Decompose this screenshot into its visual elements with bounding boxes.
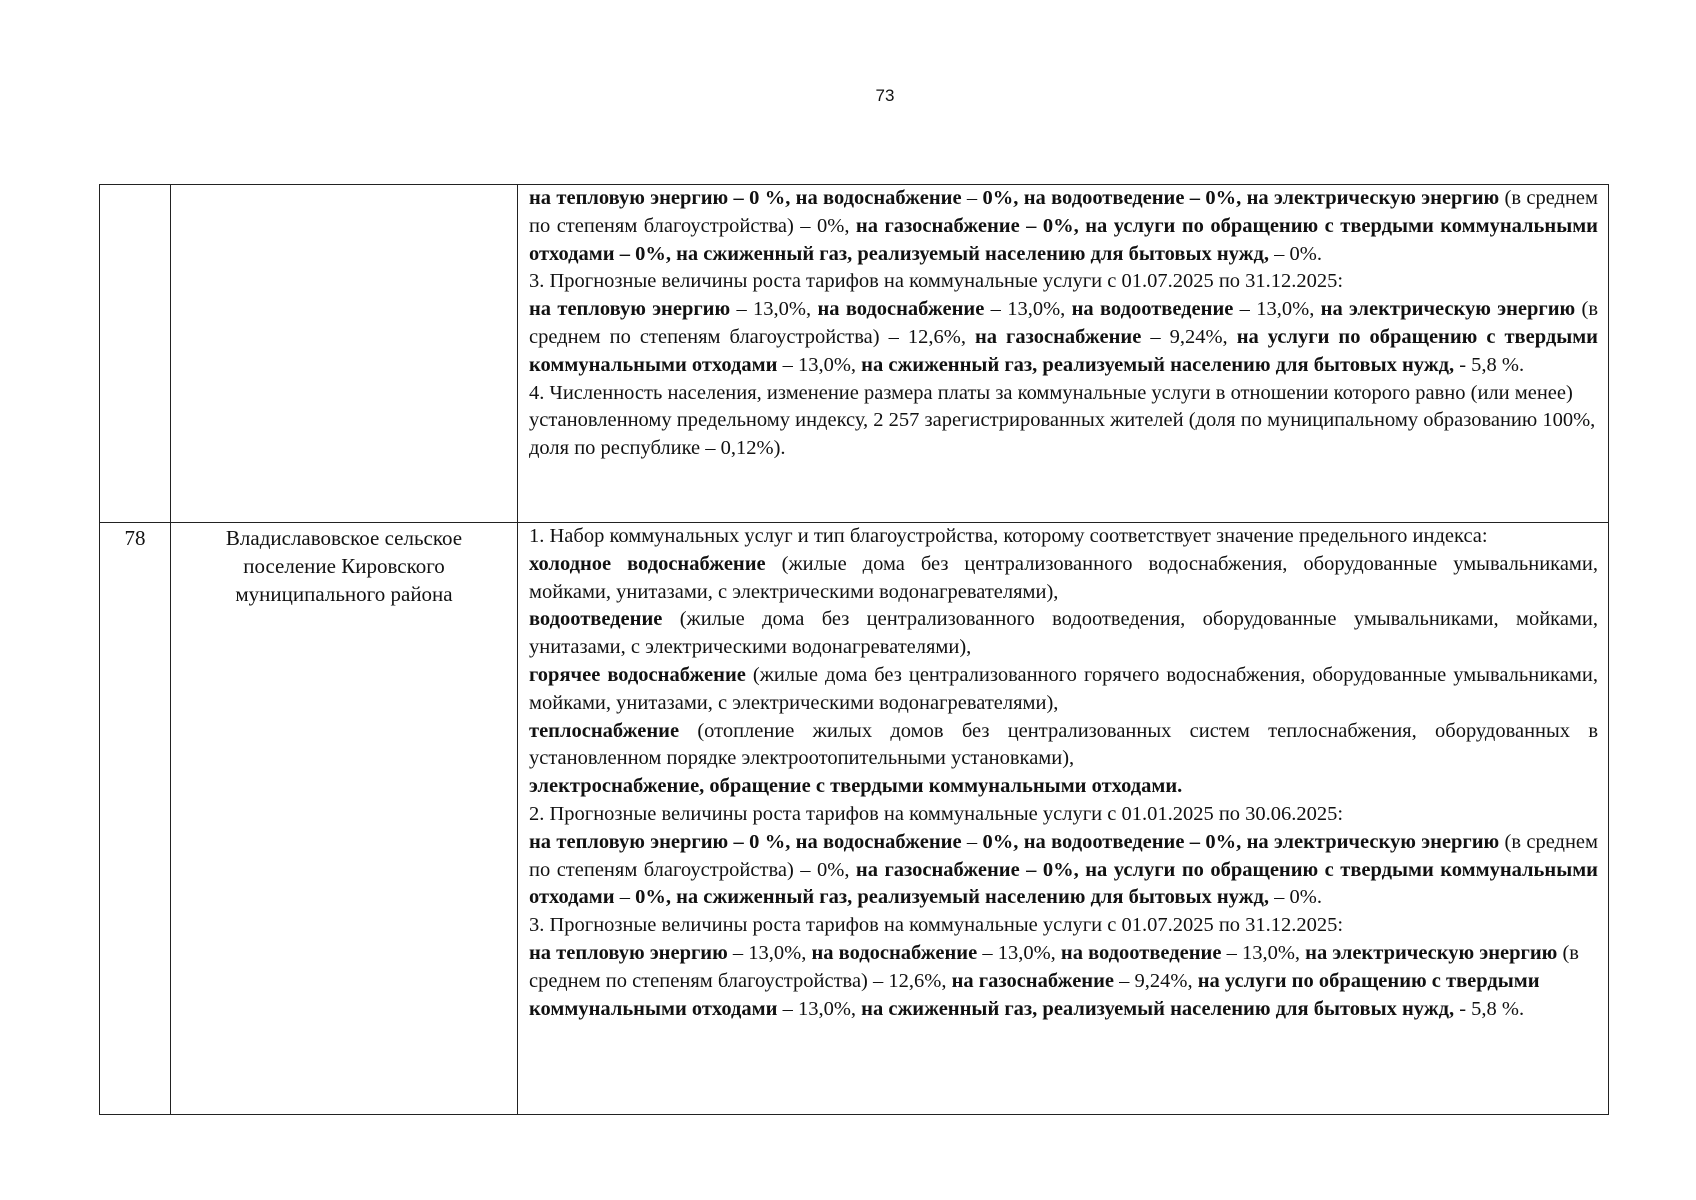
paragraph: [529, 801, 1598, 829]
text-run: – 13,0%,: [984, 298, 1072, 321]
bold-text-run: на электрическую энергию: [1320, 298, 1576, 321]
bold-text-run: на тепловую энергию: [529, 941, 728, 964]
bold-text-run: на газоснабжение – 0%, на услуги по обращению с твердыми коммунальными отходами – 0%, на сжиженный газ, реализуемый населению для бытовых нужд,: [529, 214, 1598, 265]
bold-text-run: на тепловую энергию – 0 %, на водоснабжение: [529, 187, 962, 209]
text-run: (жилые дома без централизованного водоснабжения, оборудованные умывальниками, мойками, унитазами, с электрическими водонагревателями),: [529, 552, 1598, 603]
text-run: - 5,8 %.: [1454, 353, 1525, 376]
paragraph: [529, 380, 1598, 463]
text-run: – 13,0%,: [727, 941, 812, 964]
row-number-cell: [100, 185, 171, 523]
paragraph: [529, 185, 1598, 268]
bold-text-run: 0%, на сжиженный газ, реализуемый населению для бытовых нужд,: [635, 886, 1270, 909]
tariff-text-cell: [518, 523, 1609, 1115]
bold-text-run: горячее водоснабжение: [529, 663, 746, 686]
table-row: [100, 185, 1609, 523]
paragraph: [529, 296, 1598, 379]
text-run: – 0%.: [1269, 242, 1322, 265]
text-run: (в среднем по степеням благоустройства) – 0%,: [529, 187, 1598, 237]
text-run: – 0%.: [1269, 886, 1322, 909]
bold-text-run: теплоснабжение: [529, 719, 680, 742]
paragraph: [529, 912, 1598, 940]
text-run: 1. Набор коммунальных услуг и тип благоустройства, которому соответствует значение предельного индекса:: [529, 525, 1488, 547]
paragraph: [529, 940, 1598, 1023]
text-run: – 13,0%,: [1233, 298, 1321, 321]
paragraph: [529, 718, 1598, 774]
table-row: [100, 523, 1609, 1115]
text-run: - 5,8 %.: [1454, 997, 1525, 1020]
bold-text-run: 0%, на водоотведение – 0%, на электрическую энергию: [982, 830, 1500, 853]
text-run: 3. Прогнозные величины роста тарифов на коммунальные услуги с 01.07.2025 по 31.12.2025:: [529, 914, 1344, 937]
bold-text-run: на услуги по обращению с твердыми коммунальными отходами: [529, 969, 1540, 1020]
text-run: 4. Численность населения, изменение размера платы за коммунальные услуги в отношении которого равно (или менее) установленному предельному индексу, 2 257 зарегистрированных жителей (доля по муниципальному образованию 100%, доля по республике – 0,12%).: [529, 381, 1596, 460]
bold-text-run: на электрическую энергию: [1305, 941, 1558, 964]
bold-text-run: на услуги по обращению с твердыми коммунальными отходами: [529, 325, 1598, 376]
bold-text-run: водоотведение: [529, 608, 663, 631]
bold-text-run: 0%, на водоотведение – 0%, на электрическую энергию: [982, 187, 1500, 209]
bold-text-run: на тепловую энергию: [529, 298, 731, 321]
bold-text-run: на водоснабжение: [811, 941, 978, 964]
text-run: – 13,0%,: [977, 941, 1061, 964]
paragraph: [529, 773, 1598, 801]
tariff-table: [99, 184, 1609, 1115]
bold-text-run: на газоснабжение – 0%, на услуги по обращению с твердыми коммунальными отходами: [529, 858, 1598, 909]
text-run: – 13,0%,: [1221, 941, 1306, 964]
paragraph: [529, 551, 1598, 607]
text-run: –: [961, 830, 983, 853]
bold-text-run: на водоотведение: [1060, 941, 1222, 964]
bold-text-run: электроснабжение, обращение с твердыми коммунальными отходами.: [529, 775, 1183, 798]
bold-text-run: на сжиженный газ, реализуемый населению для бытовых нужд,: [861, 997, 1455, 1020]
text-run: – 13,0%,: [777, 997, 862, 1020]
bold-text-run: на газоснабжение: [974, 325, 1142, 348]
paragraph: [529, 523, 1598, 551]
text-run: (в среднем по степеням благоустройства) – 12,6%,: [529, 941, 1579, 992]
text-run: – 13,0%,: [730, 298, 818, 321]
paragraph: [529, 606, 1598, 662]
text-run: 2. Прогнозные величины роста тарифов на коммунальные услуги с 01.01.2025 по 30.06.2025:: [529, 802, 1344, 825]
paragraph: [529, 662, 1598, 718]
text-run: 3. Прогнозные величины роста тарифов на коммунальные услуги с 01.07.2025 по 31.12.2025:: [529, 270, 1344, 293]
tariff-text-cell: [518, 185, 1609, 523]
text-run: (жилые дома без централизованного горячего водоснабжения, оборудованные умывальниками, мойками, унитазами, с электрическими водонагревателями),: [529, 663, 1598, 714]
bold-text-run: на водоотведение: [1071, 298, 1234, 321]
text-run: – 9,24%,: [1114, 969, 1198, 992]
bold-text-run: холодное водоснабжение: [529, 552, 766, 575]
bold-text-run: на газоснабжение: [951, 969, 1115, 992]
bold-text-run: на сжиженный газ, реализуемый населению для бытовых нужд,: [861, 353, 1455, 376]
text-run: (жилые дома без централизованного водоотведения, оборудованные умывальниками, мойками, унитазами, с электрическими водонагревателями),: [529, 608, 1598, 659]
paragraph: [529, 268, 1598, 296]
text-run: –: [614, 886, 636, 909]
settlement-name-cell: [171, 185, 518, 523]
text-run: – 9,24%,: [1141, 325, 1237, 348]
text-run: –: [961, 187, 983, 209]
bold-text-run: на водоснабжение: [817, 298, 985, 321]
settlement-name-cell: Владиславовское сельское поселение Кировского муниципального района: [171, 523, 518, 1115]
text-run: – 13,0%,: [777, 353, 862, 376]
text-run: (отопление жилых домов без централизованных систем теплоснабжения, оборудованных в установленном порядке электроотопительными установками),: [529, 719, 1598, 770]
paragraph: [529, 829, 1598, 912]
text-run: (в среднем по степеням благоустройства) – 12,6%,: [529, 298, 1598, 348]
bold-text-run: на тепловую энергию – 0 %, на водоснабжение: [529, 830, 962, 853]
text-run: (в среднем по степеням благоустройства) – 0%,: [529, 830, 1598, 881]
row-number-cell: 78: [100, 523, 171, 1115]
page-number: 73: [875, 86, 895, 105]
